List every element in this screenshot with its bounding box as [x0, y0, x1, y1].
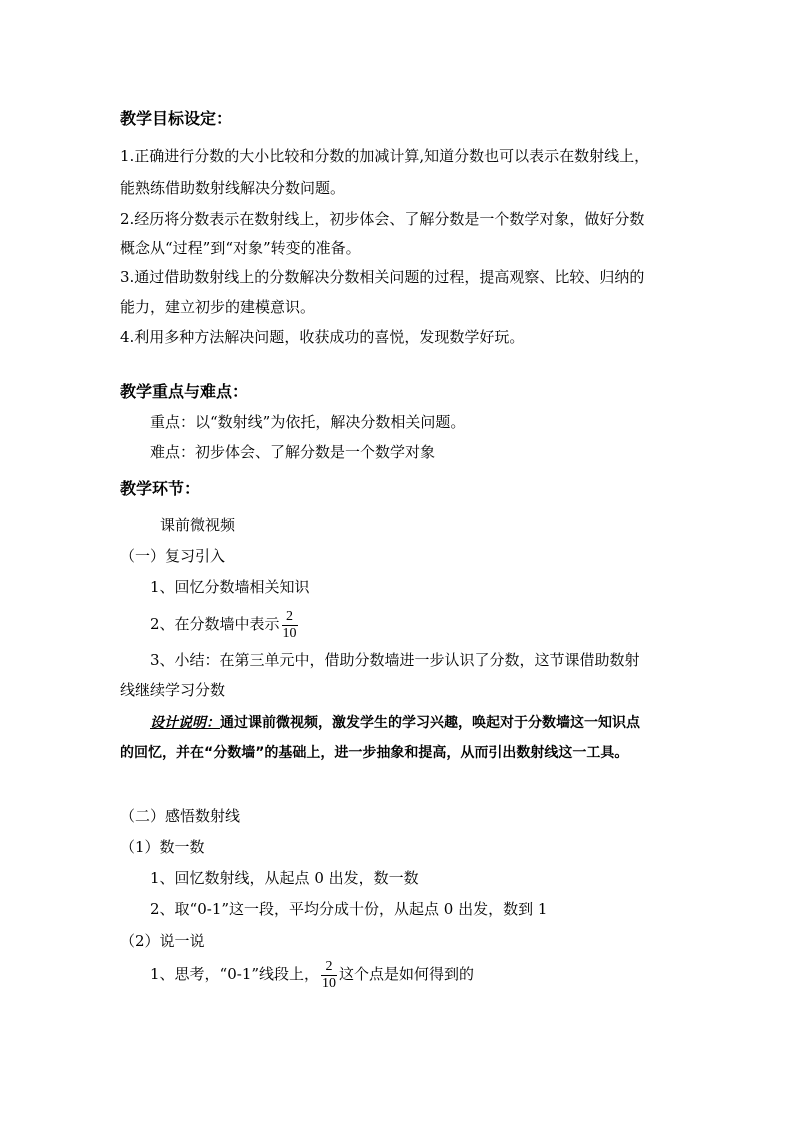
goal-3-line-1: 3.通过借助数射线上的分数解决分数相关问题的过程，提高观察、比较、归纳的	[120, 268, 645, 286]
design-note-label: 设计说明：	[150, 715, 220, 731]
goal-2-line-1: 2.经历将分数表示在数射线上，初步体会、了解分数是一个数学对象，做好分数	[120, 210, 645, 228]
goal-3-line-2: 能力，建立初步的建模意识。	[120, 298, 316, 316]
part-1-step-3-line-2: 线继续学习分数	[120, 681, 226, 699]
sub-2-step-1	[150, 955, 474, 993]
part-1-step-2	[150, 605, 300, 643]
part-1-step-1: 1、回忆分数墙相关知识	[150, 578, 310, 596]
design-note-text-1: 通过课前微视频，激发学生的学习兴趣，唤起对于分数墙这一知识点	[220, 715, 640, 731]
focus-text: 重点：以“数射线”为依托，解决分数相关问题。	[150, 413, 466, 431]
difficulty-text: 难点：初步体会、了解分数是一个数学对象	[150, 443, 436, 461]
sub-1-step-1: 1、回忆数射线，从起点 0 出发，数一数	[150, 869, 419, 887]
goal-1-line-2: 能熟练借助数射线解决分数问题。	[120, 179, 346, 197]
fraction-denominator: 10	[322, 975, 337, 991]
key-points-heading: 教学重点与难点：	[120, 382, 249, 401]
fraction-denominator: 10	[282, 625, 297, 641]
part-1-step-2-text: 2、在分数墙中表示	[150, 615, 280, 633]
goal-4: 4.利用多种方法解决问题，收获成功的喜悦，发现数学好玩。	[120, 328, 525, 346]
goal-1-line-1: 1.正确进行分数的大小比较和分数的加减计算,知道分数也可以表示在数射线上，	[120, 147, 650, 165]
part-1-title: （一）复习引入	[120, 547, 226, 565]
sub-2-title: （2）说一说	[120, 932, 205, 950]
design-note-line-1	[150, 713, 640, 733]
part-2-title: （二）感悟数射线	[120, 807, 241, 825]
sub-1-step-2: 2、取“0-1”这一段，平均分成十份，从起点 0 出发，数到 1	[150, 900, 548, 918]
fraction-numerator: 2	[325, 958, 333, 974]
fraction-two-tenths-2	[321, 959, 337, 992]
fraction-two-tenths	[282, 609, 298, 642]
pre-class-video: 课前微视频	[160, 516, 236, 534]
design-note-line-2: 的回忆，并在“分数墙”的基础上，进一步抽象和提高，从而引出数射线这一工具。	[120, 745, 629, 761]
part-1-step-3-line-1: 3、小结：在第三单元中，借助分数墙进一步认识了分数，这节课借助数射	[150, 651, 640, 669]
process-heading: 教学环节：	[120, 479, 201, 498]
sub-2-step-1-prefix: 1、思考，“0-1”线段上，	[150, 965, 320, 983]
goal-2-line-2: 概念从“过程”到“对象”转变的准备。	[120, 239, 361, 257]
sub-1-title: （1）数一数	[120, 838, 205, 856]
goals-heading: 教学目标设定：	[120, 109, 233, 128]
fraction-numerator: 2	[286, 608, 294, 624]
sub-2-step-1-suffix: 这个点是如何得到的	[339, 965, 475, 983]
